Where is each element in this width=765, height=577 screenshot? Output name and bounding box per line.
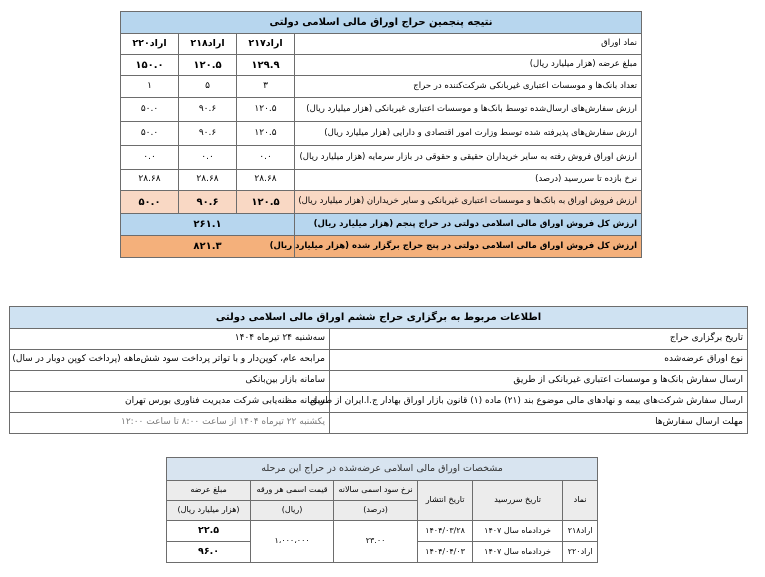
total-fifth-value: ۲۶۱.۱ [121, 214, 295, 236]
cell-value: ۱۲۰.۵ [237, 98, 295, 122]
row-label: تعداد بانک‌ها و موسسات اعتباری غیربانکی شرکت‌کننده در حراج [295, 76, 642, 98]
shared-face: ۱،۰۰۰،۰۰۰ [251, 521, 334, 563]
sixth-auction-info-table [9, 306, 748, 434]
cell-value: ۹۰.۶ [179, 98, 237, 122]
cell-value: ۱ [121, 76, 179, 98]
row-maturity: خردادماه سال ۱۴۰۷ [473, 521, 563, 542]
total-all-label: ارزش کل فروش اوراق مالی اسلامی دولتی در پنج حراج برگزار شده (هزار میلیارد ریال) [295, 236, 642, 258]
row-issue: ۱۴۰۴/۰۳/۲۸ [418, 521, 473, 542]
cell-value: ۵۰.۰ [121, 122, 179, 146]
col-header: اراد۲۲۰ [121, 34, 179, 55]
row-label: ارزش سفارش‌های ارسال‌شده توسط بانک‌ها و موسسات اعتباری غیربانکی (هزار میلیارد ریال) [295, 98, 642, 122]
shared-rate: ۲۳.۰۰ [334, 521, 418, 563]
cell-value: ۲۸.۶۸ [237, 170, 295, 191]
info-label: مهلت ارسال سفارش‌ها [330, 413, 748, 434]
header-amount-unit: (هزار میلیارد ریال) [167, 501, 251, 521]
cell-value: ۰.۰ [237, 146, 295, 170]
row-symbol: اراد۲۱۸ [563, 521, 598, 542]
results-title: نتیجه پنجمین حراج اوراق مالی اسلامی دولتی [121, 12, 642, 34]
sales-value: ۵۰.۰ [121, 191, 179, 214]
info-label: نوع اوراق عرضه‌شده [330, 350, 748, 371]
info-label: ارسال سفارش شرکت‌های بیمه و نهادهای مالی موضوع بند (۲۱) ماده (۱) قانون بازار اوراق بهادار ج.ا.ایران از طریق [330, 392, 748, 413]
cell-value: ۹۰.۶ [179, 122, 237, 146]
col-header: اراد۲۱۸ [179, 34, 237, 55]
info-value: سامانه مظنه‌یابی شرکت مدیریت فناوری بورس تهران [10, 392, 330, 413]
info-label: تاریخ برگزاری حراج [330, 329, 748, 350]
cell-value: ۱۲۰.۵ [179, 55, 237, 76]
cell-value: ۵۰.۰ [121, 98, 179, 122]
row-label: نماد اوراق [295, 34, 642, 55]
sales-row-label: ارزش فروش اوراق به بانک‌ها و موسسات اعتباری غیربانکی و سایر خریداران (هزار میلیارد ریال) [295, 191, 642, 214]
cell-value: ۱۵۰.۰ [121, 55, 179, 76]
header-issue: تاریخ انتشار [418, 481, 473, 521]
cell-value: ۳ [237, 76, 295, 98]
info-value: سامانه بازار بین‌بانکی [10, 371, 330, 392]
fifth-auction-results-table [120, 11, 642, 258]
row-amount: ۹۶.۰ [167, 542, 251, 563]
cell-value: ۲۸.۶۸ [179, 170, 237, 191]
header-rate-unit: (درصد) [334, 501, 418, 521]
row-label: نرخ بازده تا سررسید (درصد) [295, 170, 642, 191]
info-value: مرابحه عام، کوپن‌دار و با تواتر پرداخت سود شش‌ماهه (پرداخت کوپن دوبار در سال) [10, 350, 330, 371]
header-face-unit: (ریال) [251, 501, 334, 521]
row-label: ارزش اوراق فروش رفته به سایر خریداران حقیقی و حقوقی در بازار سرمایه (هزار میلیارد ریال) [295, 146, 642, 170]
row-issue: ۱۴۰۴/۰۴/۰۳ [418, 542, 473, 563]
header-rate: نرخ سود اسمی سالانه [334, 481, 418, 501]
cell-value: ۵ [179, 76, 237, 98]
cell-value: ۲۸.۶۸ [121, 170, 179, 191]
col-header: اراد۲۱۷ [237, 34, 295, 55]
row-label: مبلغ عرضه (هزار میلیارد ریال) [295, 55, 642, 76]
sales-value: ۱۲۰.۵ [237, 191, 295, 214]
offered-securities-table [166, 457, 598, 563]
cell-value: ۱۲۹.۹ [237, 55, 295, 76]
offered-title: مشخصات اوراق مالی اسلامی عرضه‌شده در حراج این مرحله [167, 458, 598, 481]
info-value: سه‌شنبه ۲۴ تیرماه ۱۴۰۴ [10, 329, 330, 350]
sales-value: ۹۰.۶ [179, 191, 237, 214]
cell-value: ۰.۰ [179, 146, 237, 170]
total-fifth-label: ارزش کل فروش اوراق مالی اسلامی دولتی در حراج پنجم (هزار میلیارد ریال) [295, 214, 642, 236]
header-maturity: تاریخ سررسید [473, 481, 563, 521]
header-amount: مبلغ عرضه [167, 481, 251, 501]
sixth-auction-title: اطلاعات مربوط به برگزاری حراج ششم اوراق مالی اسلامی دولتی [10, 307, 748, 329]
row-amount: ۲۲.۵ [167, 521, 251, 542]
cell-value: ۱۲۰.۵ [237, 122, 295, 146]
info-label: ارسال سفارش بانک‌ها و موسسات اعتباری غیربانکی از طریق [330, 371, 748, 392]
header-symbol: نماد [563, 481, 598, 521]
cell-value: ۰.۰ [121, 146, 179, 170]
total-all-value: ۸۲۱.۳ [121, 236, 295, 258]
row-label: ارزش سفارش‌های پذیرفته شده توسط وزارت امور اقتصادی و دارایی (هزار میلیارد ریال) [295, 122, 642, 146]
row-symbol: اراد۲۲۰ [563, 542, 598, 563]
row-maturity: خردادماه سال ۱۴۰۷ [473, 542, 563, 563]
header-face: قیمت اسمی هر ورقه [251, 481, 334, 501]
info-value: یکشنبه ۲۲ تیرماه ۱۴۰۴ از ساعت ۸:۰۰ تا ساعت ۱۲:۰۰ [10, 413, 330, 434]
